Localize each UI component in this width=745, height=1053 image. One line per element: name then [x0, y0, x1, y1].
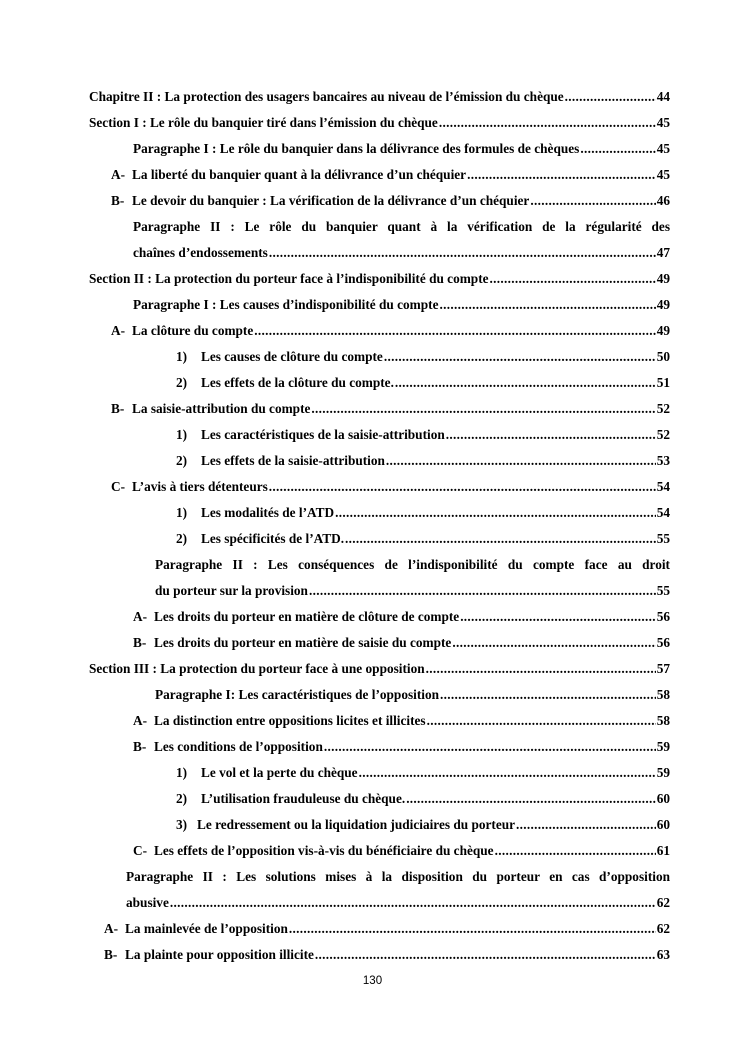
toc-row: [133, 632, 670, 654]
toc-entry-text: Paragraphe II : Les conséquences de l’indisponibilité du compte face au droit: [155, 557, 670, 572]
dot-leader: [406, 788, 656, 810]
toc-entry-text: abusive: [126, 895, 169, 910]
dot-leader: [384, 346, 656, 368]
toc-row: [133, 216, 670, 238]
toc-page-number: 49: [656, 297, 670, 312]
toc-row: [111, 320, 670, 342]
toc-page-number: 56: [656, 635, 670, 650]
toc-page-number: 52: [656, 401, 670, 416]
toc-page-number: 50: [656, 349, 670, 364]
toc-entry-text: Les droits du porteur en matière de saisie du compte: [154, 635, 452, 650]
toc-page-number: 52: [656, 427, 670, 442]
dot-leader: [254, 320, 655, 342]
toc-entry-marker: 2): [176, 375, 188, 390]
toc-row: [155, 554, 670, 576]
toc-row: [176, 450, 670, 472]
toc-entry-marker: 3): [176, 817, 188, 832]
toc-page-number: 53: [656, 453, 670, 468]
toc-page-number: 45: [656, 115, 670, 130]
toc-entry-marker: A-: [111, 167, 126, 182]
toc-entry-text: Les modalités de l’ATD: [201, 505, 335, 520]
dot-leader: [452, 632, 655, 654]
toc-page-number: 56: [656, 609, 670, 624]
toc-entry-text: La saisie-attribution du compte: [132, 401, 311, 416]
toc-entry-text: Le devoir du banquier : La vérification de la délivrance d’un chéquier: [132, 193, 530, 208]
dot-leader: [311, 398, 655, 420]
toc-entry-marker: 2): [176, 531, 188, 546]
toc-page-number: 62: [656, 895, 670, 910]
toc-row: [111, 190, 670, 212]
dot-leader: [439, 112, 656, 134]
toc-row: [176, 502, 670, 524]
toc-entry-text: chaînes d’endossements: [133, 245, 268, 260]
toc-row: [176, 762, 670, 784]
toc-page-number: 45: [656, 167, 670, 182]
toc-entry-text: La distinction entre oppositions licites et illicites: [154, 713, 426, 728]
dot-leader: [426, 658, 656, 680]
toc-entry-marker: B-: [104, 947, 118, 962]
toc-page-number: 47: [656, 245, 670, 260]
dot-leader: [467, 164, 656, 186]
dot-leader: [359, 762, 656, 784]
toc-entry-marker: C-: [133, 843, 148, 858]
toc-row: [176, 346, 670, 368]
dot-leader: [495, 840, 656, 862]
toc-page-number: 55: [656, 531, 670, 546]
toc-entry-text: Paragraphe II : Les solutions mises à la disposition du porteur en cas d’opposition: [126, 869, 670, 884]
toc-row: [155, 580, 670, 602]
dot-leader: [530, 190, 655, 212]
toc-row: [155, 684, 670, 706]
toc-entry-text: L’avis à tiers détenteurs: [132, 479, 268, 494]
toc-row: [133, 840, 670, 862]
toc-entry-text: du porteur sur la provision: [155, 583, 308, 598]
toc-row: [133, 242, 670, 264]
toc-row: [89, 658, 670, 680]
toc-page-number: 60: [656, 817, 670, 832]
toc-row: [133, 736, 670, 758]
dot-leader: [309, 580, 656, 602]
toc-entry-text: La liberté du banquier quant à la délivrance d’un chéquier: [132, 167, 467, 182]
dot-leader: [289, 918, 656, 940]
toc-page-number: 61: [656, 843, 670, 858]
page-number-footer: 130: [362, 975, 383, 987]
dot-leader: [490, 268, 656, 290]
toc-row: [89, 268, 670, 290]
toc-page-number: 58: [656, 713, 670, 728]
toc-row: [133, 606, 670, 628]
dot-leader: [565, 86, 656, 108]
toc-row: [133, 710, 670, 732]
toc-entry-marker: B-: [133, 635, 147, 650]
toc-entry-marker: B-: [111, 193, 125, 208]
dot-leader: [345, 528, 656, 550]
toc-entry-marker: B-: [111, 401, 125, 416]
dot-leader: [315, 944, 656, 966]
toc-entry-marker: 2): [176, 453, 188, 468]
toc-row: [104, 944, 670, 966]
toc-entry-text: Section III : La protection du porteur face à une opposition: [89, 661, 425, 676]
toc-entry-text: La plainte pour opposition illicite: [125, 947, 314, 962]
dot-leader: [395, 372, 656, 394]
dot-leader: [460, 606, 656, 628]
toc-entry-text: Section II : La protection du porteur face à l’indisponibilité du compte: [89, 271, 489, 286]
toc-page-number: 45: [656, 141, 670, 156]
dot-leader: [170, 892, 656, 914]
toc-page-number: 49: [656, 323, 670, 338]
dot-leader: [439, 294, 655, 316]
toc-row: [176, 788, 670, 810]
toc-entry-text: La clôture du compte: [132, 323, 254, 338]
toc-row: [176, 372, 670, 394]
dot-leader: [335, 502, 656, 524]
toc-page-number: 54: [656, 479, 670, 494]
toc-entry-marker: A-: [133, 609, 148, 624]
toc-entry-text: Le redressement ou la liquidation judiciaires du porteur: [197, 817, 516, 832]
toc-page-number: 46: [656, 193, 670, 208]
toc-page-number: 62: [656, 921, 670, 936]
toc-page-number: 44: [656, 89, 670, 104]
toc-entry-marker: B-: [133, 739, 147, 754]
toc-page-number: 49: [656, 271, 670, 286]
toc-entry-marker: 1): [176, 505, 188, 520]
toc-entry-text: Les effets de la clôture du compte.: [201, 375, 394, 390]
toc-page-number: 59: [656, 765, 670, 780]
toc-entry-marker: 1): [176, 349, 188, 364]
toc-row: [133, 294, 670, 316]
toc-entry-marker: C-: [111, 479, 126, 494]
toc-entry-text: Section I : Le rôle du banquier tiré dans l’émission du chèque: [89, 115, 438, 130]
toc-entry-text: La mainlevée de l’opposition: [125, 921, 288, 936]
toc-row: [126, 866, 670, 888]
toc-entry-marker: A-: [111, 323, 126, 338]
toc-row: [89, 86, 670, 108]
toc-entry-marker: 1): [176, 765, 188, 780]
toc-entry-marker: A-: [133, 713, 148, 728]
toc-page-number: 58: [656, 687, 670, 702]
toc-page-number: 54: [656, 505, 670, 520]
toc-entry-text: Les causes de clôture du compte: [201, 349, 383, 364]
toc-row: [176, 528, 670, 550]
toc-entry-text: Les droits du porteur en matière de clôture de compte: [154, 609, 460, 624]
toc-page-number: 51: [656, 375, 670, 390]
toc-row: [111, 398, 670, 420]
toc-page-number: 59: [656, 739, 670, 754]
toc-entry-text: Le vol et la perte du chèque: [201, 765, 358, 780]
toc-page-number: 63: [656, 947, 670, 962]
toc-entry-text: Paragraphe I : Les causes d’indisponibilité du compte: [133, 297, 439, 312]
toc-row: [176, 814, 670, 836]
toc-page-number: 55: [656, 583, 670, 598]
toc-entry-marker: 1): [176, 427, 188, 442]
dot-leader: [446, 424, 656, 446]
toc-row: [133, 138, 670, 160]
toc-row: [104, 918, 670, 940]
toc-entry-text: Les spécificités de l’ATD.: [201, 531, 345, 546]
toc-row: [89, 112, 670, 134]
toc-entry-text: Les caractéristiques de la saisie-attribution: [201, 427, 445, 442]
toc-entry-text: Paragraphe I : Le rôle du banquier dans la délivrance des formules de chèques: [133, 141, 580, 156]
dot-leader: [427, 710, 656, 732]
toc-entry-marker: A-: [104, 921, 119, 936]
dot-leader: [324, 736, 656, 758]
toc-entry-text: Paragraphe II : Le rôle du banquier quant à la vérification de la régularité des: [133, 219, 670, 234]
toc-row: [111, 476, 670, 498]
toc-entry-text: Paragraphe I: Les caractéristiques de l’opposition: [155, 687, 440, 702]
dot-leader: [440, 684, 656, 706]
dot-leader: [386, 450, 656, 472]
toc-row: [176, 424, 670, 446]
toc-row: [111, 164, 670, 186]
dot-leader: [516, 814, 656, 836]
toc-entry-text: Les effets de la saisie-attribution: [201, 453, 385, 468]
toc-entry-marker: 2): [176, 791, 188, 806]
toc-row: [126, 892, 670, 914]
dot-leader: [580, 138, 655, 160]
toc-entry-text: Les effets de l’opposition vis-à-vis du bénéficiaire du chèque: [154, 843, 494, 858]
dot-leader: [269, 476, 656, 498]
toc-page-number: 57: [656, 661, 670, 676]
dot-leader: [269, 242, 656, 264]
toc-entry-text: L’utilisation frauduleuse du chèque.: [201, 791, 406, 806]
toc-entry-text: Chapitre II : La protection des usagers bancaires au niveau de l’émission du chèque: [89, 89, 564, 104]
toc-entry-text: Les conditions de l’opposition: [154, 739, 323, 754]
toc-page-number: 60: [656, 791, 670, 806]
